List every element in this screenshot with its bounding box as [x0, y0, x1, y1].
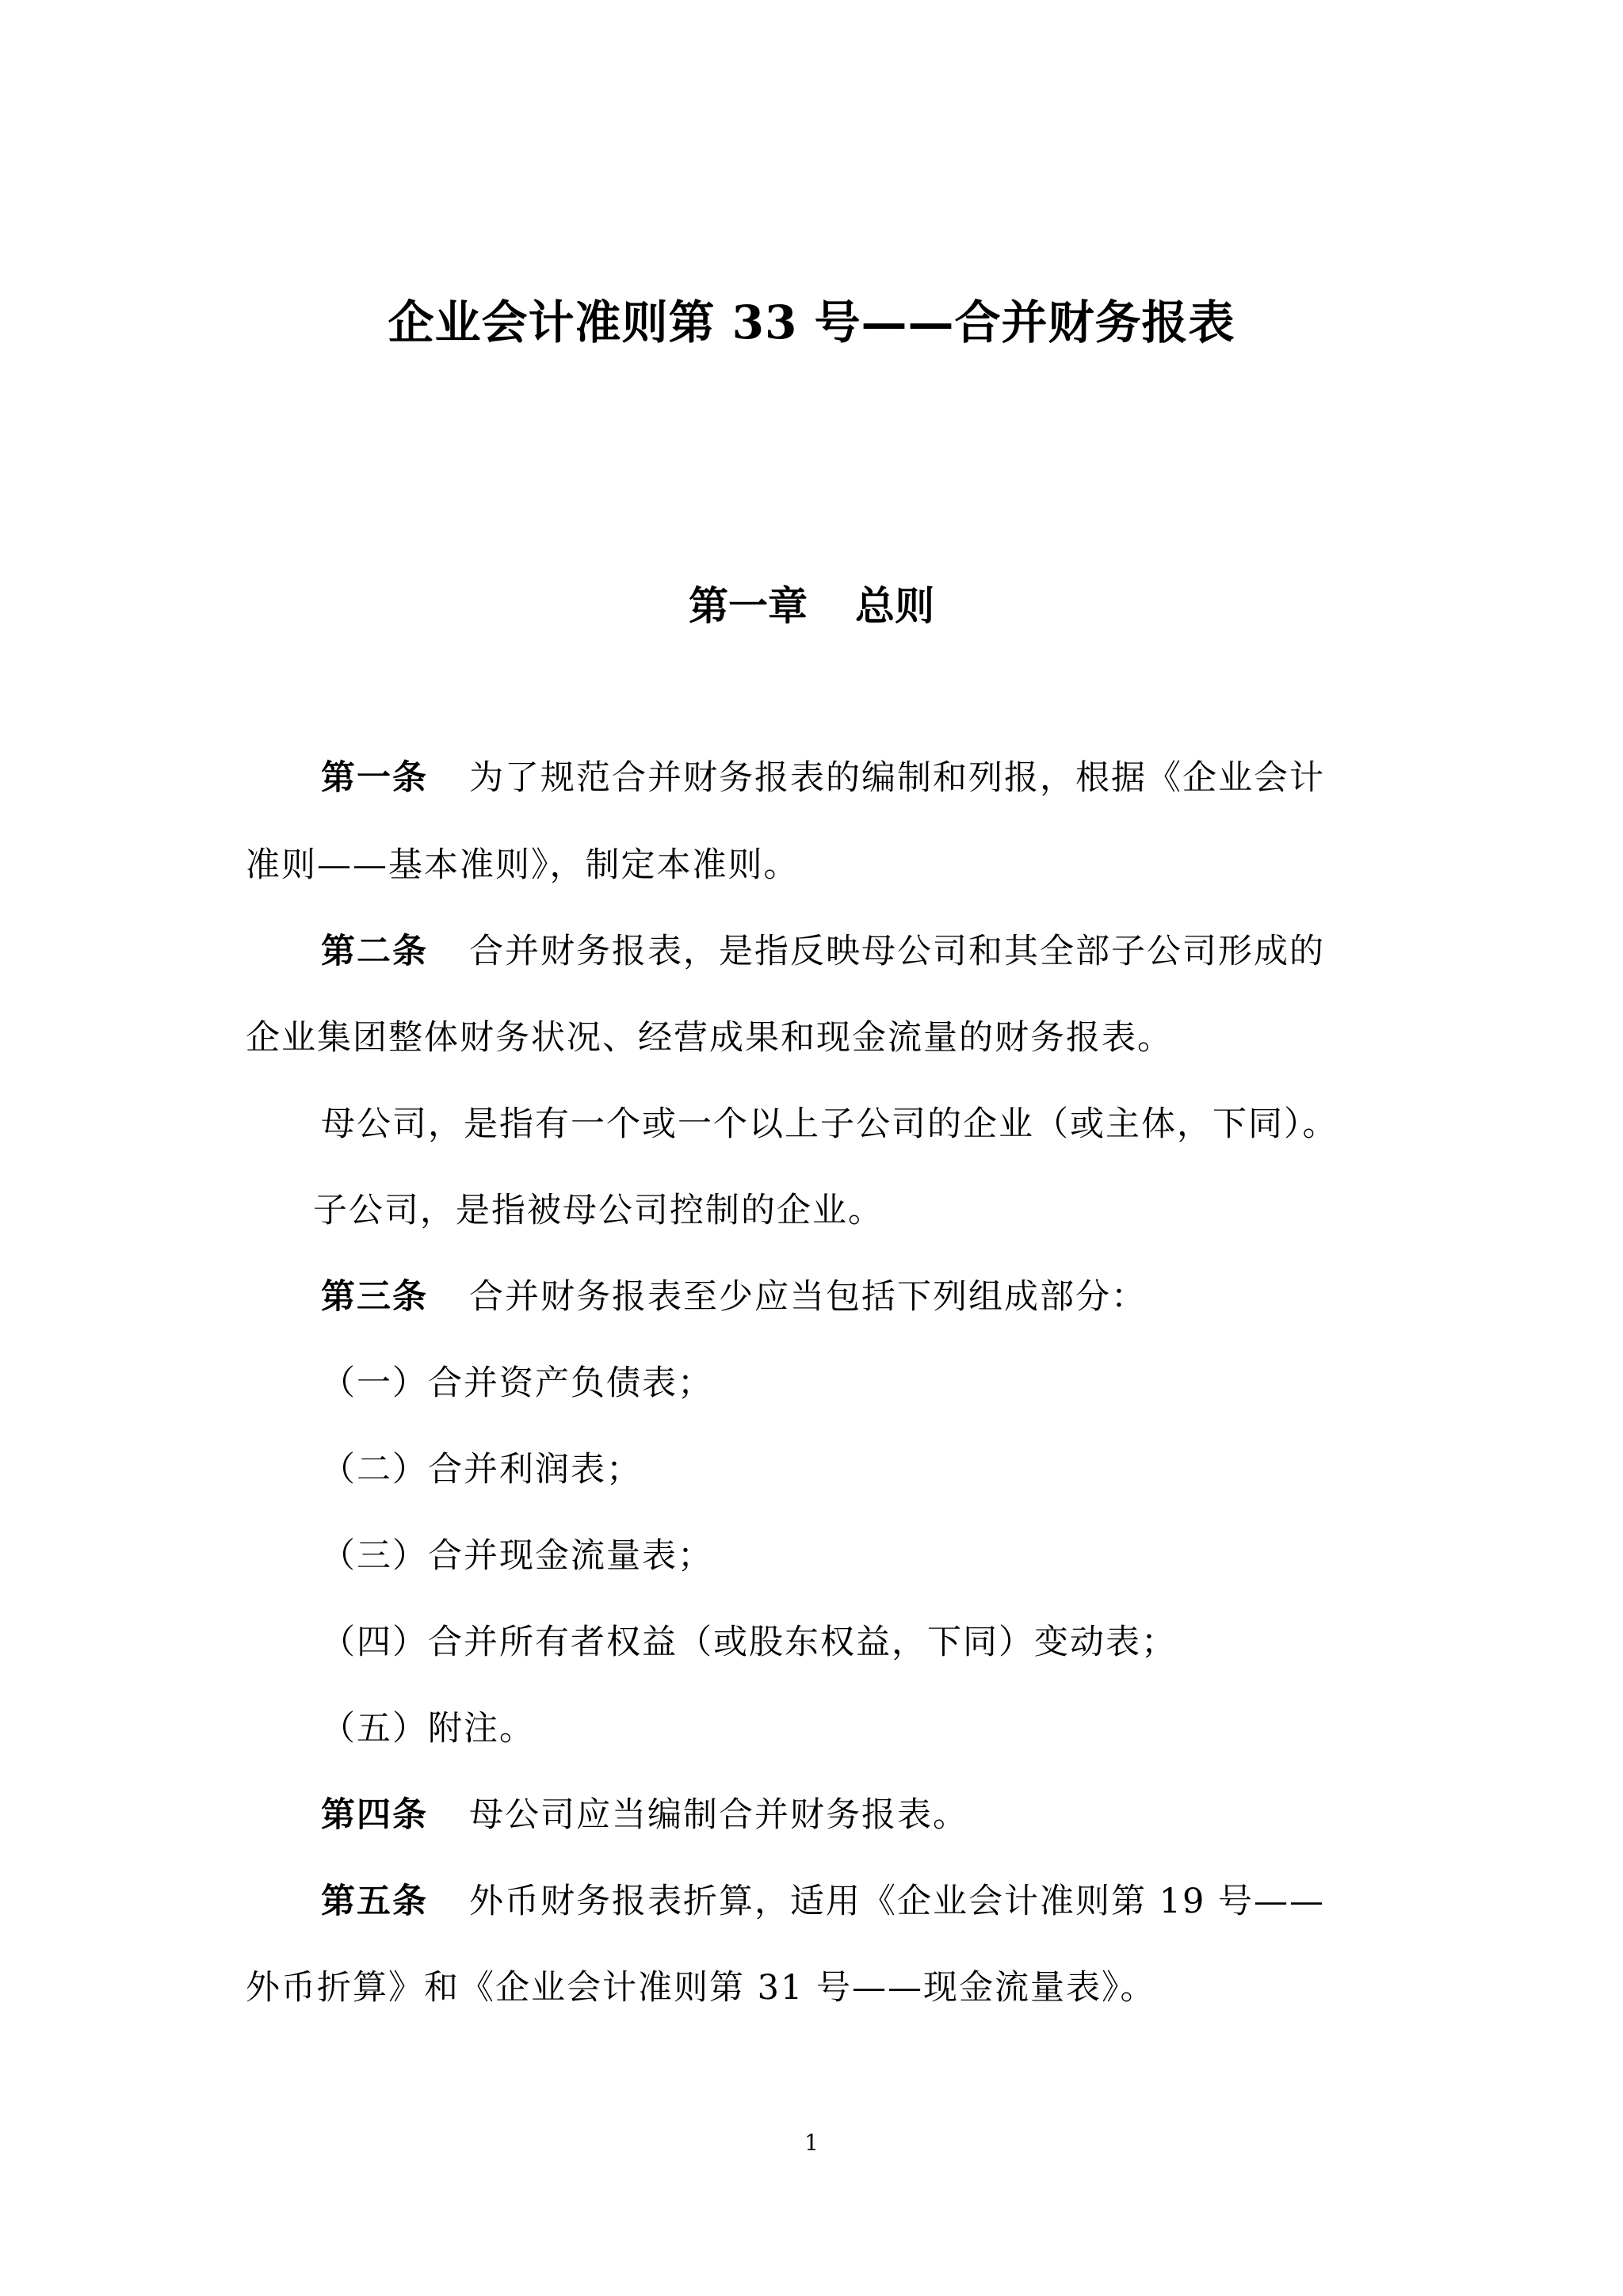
chapter-name: 总则 — [855, 582, 934, 629]
article-label: 第四条 — [321, 1795, 428, 1835]
chapter-number: 第一章 — [689, 582, 808, 629]
article-text: 合并财务报表至少应当包括下列组成部分： — [469, 1277, 1147, 1317]
article-text: 母公司应当编制合并财务报表。 — [469, 1795, 968, 1835]
paragraph-subsidiary: 子公司，是指被母公司控制的企业。 — [313, 1191, 884, 1230]
article-text: 为了规范合并财务报表的编制和列报，根据《企业会计 — [469, 758, 1325, 798]
paragraph-parent-company: 母公司，是指有一个或一个以上子公司的企业（或主体，下同）。 — [321, 1104, 1338, 1144]
article-label: 第一条 — [321, 758, 428, 798]
list-item: （四）合并所有者权益（或股东权益，下同）变动表； — [321, 1623, 1177, 1662]
article-4-line-1 — [321, 1791, 968, 1839]
article-1-line-1 — [321, 754, 1325, 802]
document-title: 企业会计准则第 33 号——合并财务报表 — [388, 296, 1235, 349]
article-label: 第三条 — [321, 1277, 428, 1317]
page-number: 1 — [804, 2130, 819, 2156]
article-2-line-1 — [321, 928, 1325, 975]
article-5-line-1 — [321, 1878, 1325, 1925]
list-item: （二）合并利润表； — [321, 1450, 642, 1489]
article-label: 第二条 — [321, 932, 428, 971]
article-text: 合并财务报表，是指反映母公司和其全部子公司形成的 — [469, 932, 1325, 971]
article-1-line-2: 准则——基本准则》，制定本准则。 — [246, 845, 800, 885]
article-2-line-2: 企业集团整体财务状况、经营成果和现金流量的财务报表。 — [246, 1018, 1173, 1058]
list-item: （五）附注。 — [321, 1709, 535, 1749]
list-item: （三）合并现金流量表； — [321, 1536, 713, 1576]
article-label: 第五条 — [321, 1882, 428, 1921]
chapter-heading — [0, 574, 1623, 631]
list-item: （一）合并资产负债表； — [321, 1363, 713, 1403]
article-3-line-1 — [321, 1273, 1147, 1321]
article-5-line-2: 外币折算》和《企业会计准则第 31 号——现金流量表》。 — [246, 1968, 1156, 2008]
article-text: 外币财务报表折算，适用《企业会计准则第 19 号—— — [469, 1882, 1326, 1921]
